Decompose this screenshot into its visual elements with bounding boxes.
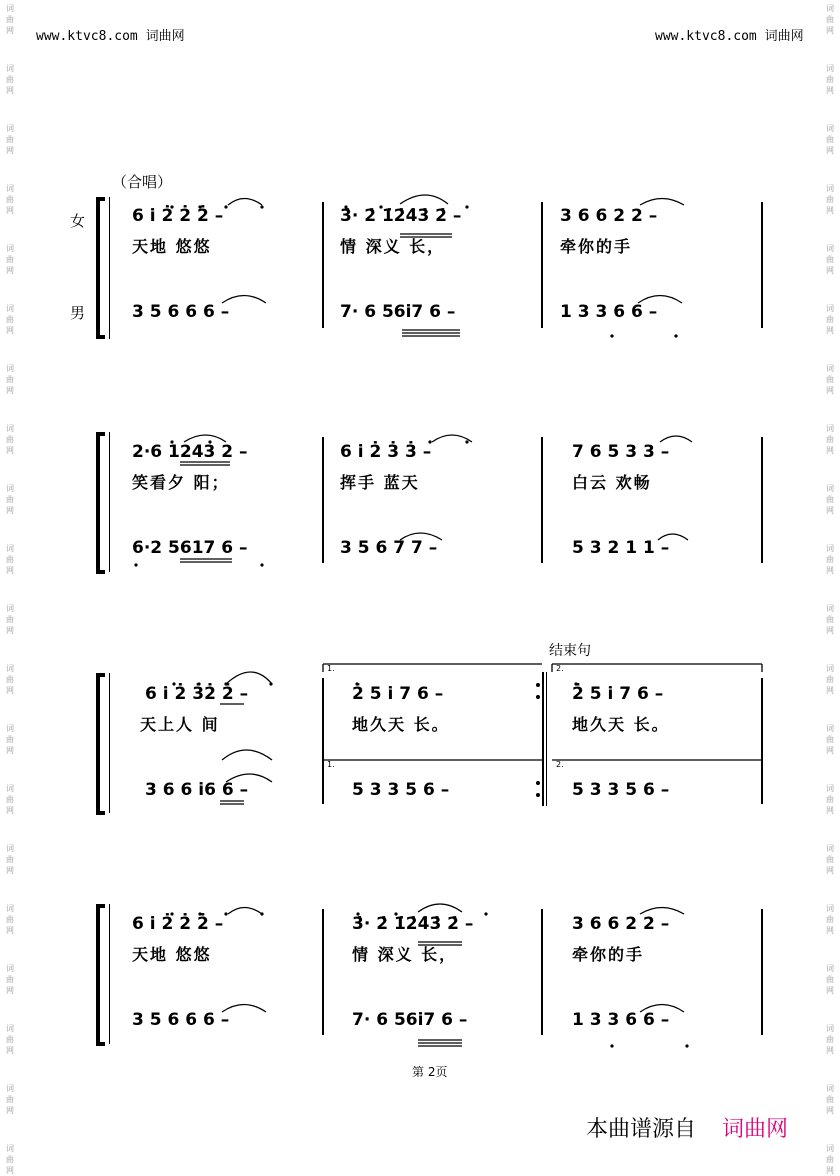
watermark-text: 词 曲 网 <box>6 4 14 35</box>
watermark-text: 词 曲 网 <box>826 124 834 155</box>
lower-measure: 1 3 3 6 6 – <box>572 1010 670 1030</box>
system-line <box>109 904 110 1044</box>
barline <box>541 202 543 328</box>
watermark-text: 词 曲 网 <box>826 904 834 935</box>
lyric-line: 白云 欢畅 <box>572 473 652 492</box>
system-line <box>109 432 110 572</box>
watermark-text: 词 曲 网 <box>826 184 834 215</box>
watermark-text: 词 曲 网 <box>6 544 14 575</box>
volta-2-lower: 2. <box>556 760 564 769</box>
lower-measure: 7· 6 56i̇7 6 – <box>352 1010 468 1030</box>
system-bracket <box>96 673 105 815</box>
watermark-text: 词 曲 网 <box>826 724 834 755</box>
upper-measure: 3̇· 2̇ 1̇2̇4̇3̇ 2̇ – <box>352 914 474 934</box>
watermark-text: 词 曲 网 <box>826 1084 834 1115</box>
lower-measure: 3 5 6 7 7 – <box>340 538 438 558</box>
lyric-line: 挥手 蓝天 <box>340 473 420 492</box>
lower-measure: 1 3 3 6 6 – <box>560 302 658 322</box>
lower-measure: 5 3 2 1 1 – <box>572 538 670 558</box>
system-bracket <box>96 904 105 1046</box>
lyric-line: 笑看夕 阳； <box>132 473 230 492</box>
lyric-line: 牵你的手 <box>560 237 633 256</box>
watermark-text: 词 曲 网 <box>6 604 14 635</box>
watermark-text: 词 曲 网 <box>826 64 834 95</box>
watermark-text: 词 曲 网 <box>826 244 834 275</box>
lower-measure: 3 5 6 6 6 – <box>132 1010 230 1030</box>
page-number: 第 2页 <box>412 1065 448 1079</box>
double-barline-thin <box>546 672 547 806</box>
header-right-url: www.ktvc8.com 词曲网 <box>655 29 804 44</box>
watermark-text: 词 曲 网 <box>6 244 14 275</box>
barline <box>541 437 543 563</box>
watermark-text: 词 曲 网 <box>826 604 834 635</box>
chorus-label: （合唱） <box>112 173 173 191</box>
watermark-text: 词 曲 网 <box>826 1024 834 1055</box>
lyric-line: 天地 悠悠 <box>132 945 212 964</box>
watermark-text: 词 曲 网 <box>6 1084 14 1115</box>
lower-measure: 6·2 5617 6 – <box>132 538 248 558</box>
barline <box>761 437 763 563</box>
lower-measure: 3 6 6 i̇6 6 – <box>145 780 249 800</box>
watermark-text: 词 曲 网 <box>6 784 14 815</box>
footer-source: 本曲谱源自 <box>586 1117 697 1142</box>
lower-measure: 5 3 3 5 6 – <box>352 780 450 800</box>
lyric-line: 地久天 长。 <box>352 715 450 734</box>
volta-1-lower: 1. <box>327 760 335 769</box>
watermark-text: 词 曲 网 <box>826 1144 834 1175</box>
watermark-text: 词 曲 网 <box>826 484 834 515</box>
barline <box>322 909 324 1035</box>
system-line <box>109 197 110 339</box>
upper-measure: 2̇ 5 i̇ 7 6 – <box>352 684 444 704</box>
watermark-text: 词 曲 网 <box>6 724 14 755</box>
watermark-text: 词 曲 网 <box>6 424 14 455</box>
watermark-text: 词 曲 网 <box>826 664 834 695</box>
lower-measure: 3 5 6 6 6 – <box>132 302 230 322</box>
watermark-text: 词 曲 网 <box>826 364 834 395</box>
barline <box>761 678 763 804</box>
watermark-text: 词 曲 网 <box>6 64 14 95</box>
lyric-line: 情 深义 长， <box>352 945 458 964</box>
watermark-text: 词 曲 网 <box>6 364 14 395</box>
watermark-text: 词 曲 网 <box>6 1144 14 1175</box>
barline <box>541 909 543 1035</box>
system-bracket <box>96 432 105 574</box>
upper-measure: 6 i̇ 2̇ 2̇ 2̇ – <box>132 914 224 934</box>
watermark-text: 词 曲 网 <box>826 544 834 575</box>
lyric-line: 牵你的手 <box>572 945 645 964</box>
lyric-line: 情 深义 长， <box>340 237 446 256</box>
footer-brand-link[interactable]: 词曲网 <box>722 1117 789 1142</box>
watermark-text: 词 曲 网 <box>6 124 14 155</box>
watermark-text: 词 曲 网 <box>6 904 14 935</box>
barline <box>761 909 763 1035</box>
volta-2-upper: 2. <box>556 664 564 673</box>
upper-measure: 2̇ 5 i̇ 7 6 – <box>572 684 664 704</box>
watermark-text: 词 曲 网 <box>6 844 14 875</box>
barline <box>322 202 324 328</box>
watermark-text: 词 曲 网 <box>826 964 834 995</box>
upper-measure: 2·6 1243 2 – <box>132 442 248 462</box>
lower-measure: 7· 6 56i̇7 6 – <box>340 302 456 322</box>
volta-1-upper: 1. <box>327 664 335 673</box>
system-bracket <box>96 197 105 339</box>
watermark-text: 词 曲 网 <box>826 844 834 875</box>
double-barline <box>542 672 544 806</box>
watermark-text: 词 曲 网 <box>6 1024 14 1055</box>
watermark-text: 词 曲 网 <box>6 964 14 995</box>
male-label: 男 <box>70 304 86 322</box>
watermark-text: 词 曲 网 <box>826 784 834 815</box>
watermark-text: 词 曲 网 <box>6 484 14 515</box>
system-line <box>109 673 110 813</box>
lyric-line: 天地 悠悠 <box>132 237 212 256</box>
lyric-line: 天上人 间 <box>140 715 220 734</box>
upper-measure: 6 i̇ 2̇ 3̇ 3̇ – <box>340 442 432 462</box>
ending-label: 结束句 <box>549 643 591 659</box>
barline <box>322 678 324 804</box>
watermark-text: 词 曲 网 <box>6 184 14 215</box>
upper-measure: 3 6 6 2 2 – <box>560 206 658 226</box>
header-left-url: www.ktvc8.com 词曲网 <box>36 29 185 44</box>
barline <box>761 202 763 328</box>
upper-measure: 6 i̇ 2̇ 2̇ 2̇ – <box>132 206 224 226</box>
upper-measure: 3̇· 2̇ 1̇2̇4̇3̇ 2̇ – <box>340 206 462 226</box>
upper-measure: 7 6 5 3 3 – <box>572 442 670 462</box>
upper-measure: 6 i̇ 2̇ 3̇2̇ 2̇ – <box>145 684 249 704</box>
watermark-text: 词 曲 网 <box>826 4 834 35</box>
watermark-text: 词 曲 网 <box>826 424 834 455</box>
lower-measure: 5 3 3 5 6 – <box>572 780 670 800</box>
female-label: 女 <box>70 212 86 230</box>
lyric-line: 地久天 长。 <box>572 715 670 734</box>
barline <box>322 437 324 563</box>
watermark-text: 词 曲 网 <box>6 664 14 695</box>
upper-measure: 3 6 6 2 2 – <box>572 914 670 934</box>
watermark-text: 词 曲 网 <box>826 304 834 335</box>
watermark-text: 词 曲 网 <box>6 304 14 335</box>
